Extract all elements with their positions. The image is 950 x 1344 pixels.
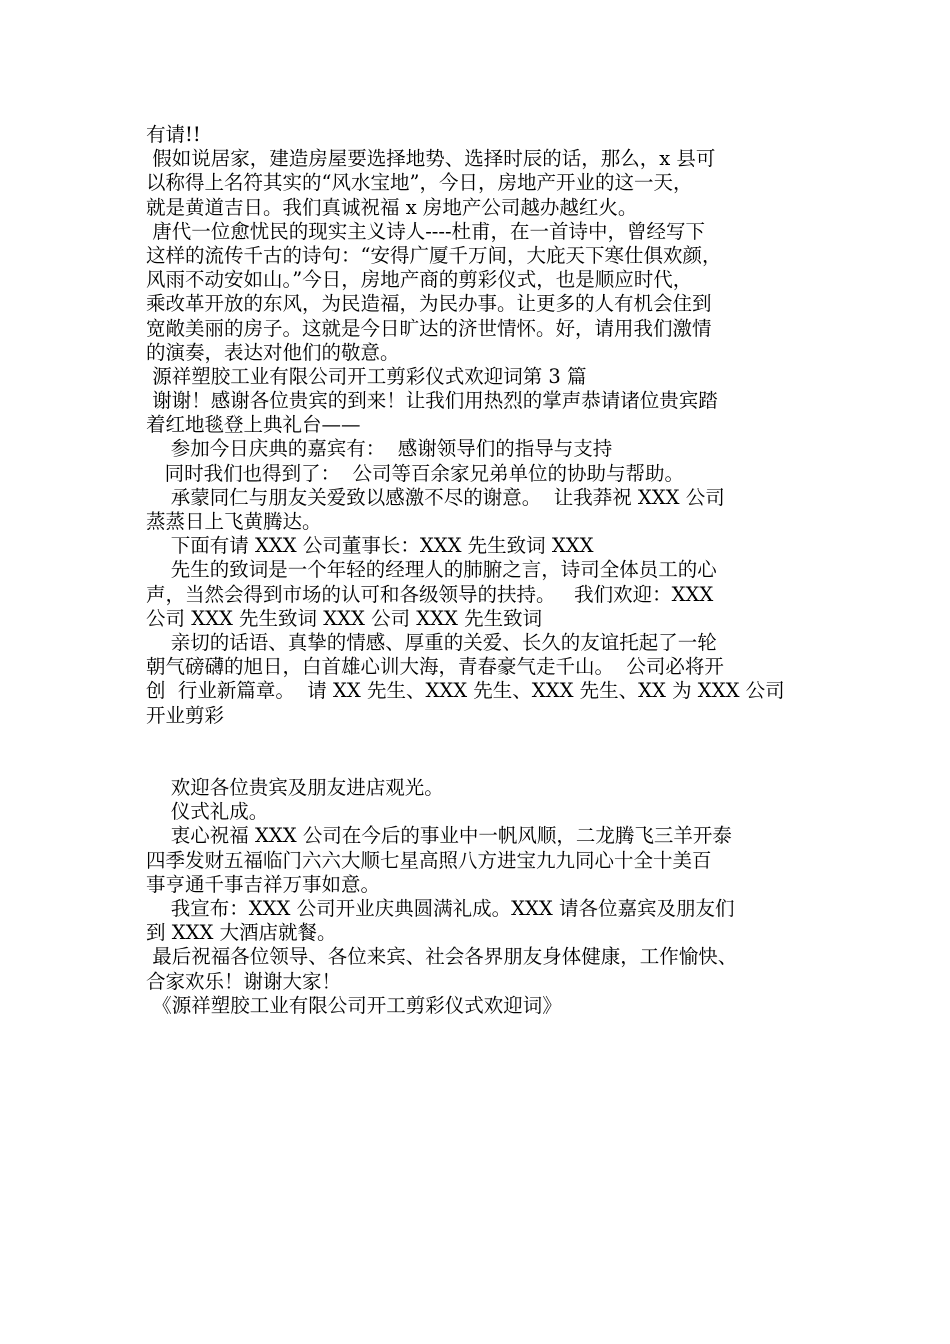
- text-line: 参加今日庆典的嘉宾有： 感谢领导们的指导与支持: [146, 437, 613, 461]
- text-line: 创 行业新篇章。 请 XX 先生、XXX 先生、XXX 先生、XX 为 XXX 公司: [146, 679, 785, 703]
- text-line: 的演奏，表达对他们的敬意。: [146, 340, 400, 364]
- document-section-2: [146, 776, 836, 1018]
- document-body: [146, 123, 836, 1018]
- text-line: 先生的致词是一个年轻的经理人的肺腑之言，诗司全体员工的心: [146, 558, 717, 582]
- text-line: 仪式礼成。: [146, 800, 269, 824]
- text-line: 公司 XXX 先生致词 XXX 公司 XXX 先生致词: [146, 606, 543, 630]
- text-line: 着红地毯登上典礼台——: [146, 413, 361, 437]
- text-line: 最后祝福各位领导、各位来宾、社会各界朋友身体健康，工作愉快、: [146, 945, 738, 969]
- text-line: 这样的流传千古的诗句：“安得广厦千万间，大庇天下寒仕俱欢颜，: [146, 243, 722, 267]
- text-line: 亲切的话语、真挚的情感、厚重的关爱、长久的友谊托起了一轮: [146, 630, 717, 654]
- text-line: 欢迎各位贵宾及朋友进店观光。: [146, 776, 444, 800]
- text-line: 衷心祝福 XXX 公司在今后的事业中一帆风顺，二龙腾飞三羊开泰: [146, 824, 732, 848]
- text-line: 乘改革开放的东风，为民造福，为民办事。让更多的人有机会住到: [146, 292, 712, 316]
- text-line: 以称得上名符其实的“风水宝地”，今日，房地产开业的这一天，: [146, 171, 693, 195]
- text-line: 就是黄道吉日。我们真诚祝福 x 房地产公司越办越红火。: [146, 195, 638, 219]
- text-line: 宽敞美丽的房子。这就是今日旷达的济世情怀。好，请用我们激情: [146, 316, 712, 340]
- blank-line: [146, 728, 836, 752]
- text-line: 《源祥塑胶工业有限公司开工剪彩仪式欢迎词》: [146, 993, 562, 1017]
- text-line: 朝气磅礴的旭日，白首雄心训大海，青春豪气走千山。 公司必将开: [146, 655, 724, 679]
- text-line: 风雨不动安如山。”今日，房地产商的剪彩仪式，也是顺应时代，: [146, 268, 693, 292]
- text-line: 声，当然会得到市场的认可和各级领导的扶持。 我们欢迎：XXX: [146, 582, 714, 606]
- text-line: 四季发财五福临门六六大顺七星高照八方进宝九九同心十全十美百: [146, 848, 712, 872]
- text-line: 同时我们也得到了： 公司等百余家兄弟单位的协助与帮助。: [146, 461, 684, 485]
- text-line: 到 XXX 大酒店就餐。: [146, 921, 337, 945]
- text-line: 下面有请 XXX 公司董事长：XXX 先生致词 XXX: [146, 534, 594, 558]
- text-line: 我宣布：XXX 公司开业庆典圆满礼成。XXX 请各位嘉宾及朋友们: [146, 897, 735, 920]
- text-line: 开业剪彩: [146, 703, 225, 727]
- text-line: 源祥塑胶工业有限公司开工剪彩仪式欢迎词第 3 篇: [146, 364, 587, 388]
- text-line: 蒸蒸日上飞黄腾达。: [146, 510, 322, 533]
- text-line: 承蒙同仁与朋友关爱致以感激不尽的谢意。 让我莽祝 XXX 公司: [146, 485, 725, 509]
- text-line: 唐代一位愈忧民的现实主义诗人----杜甫，在一首诗中，曾经写下: [146, 219, 706, 243]
- text-line: 合家欢乐！谢谢大家！: [146, 969, 342, 993]
- text-line: 有请!!: [146, 123, 201, 146]
- text-line: 谢谢！感谢各位贵宾的到来！让我们用热烈的掌声恭请诸位贵宾踏: [146, 389, 718, 413]
- blank-line: [146, 752, 836, 776]
- document-section-1: [146, 123, 836, 728]
- text-line: 假如说居家，建造房屋要选择地势、选择时辰的话，那么，x 县可: [146, 147, 716, 171]
- text-line: 事亨通千事吉祥万事如意。: [146, 872, 381, 896]
